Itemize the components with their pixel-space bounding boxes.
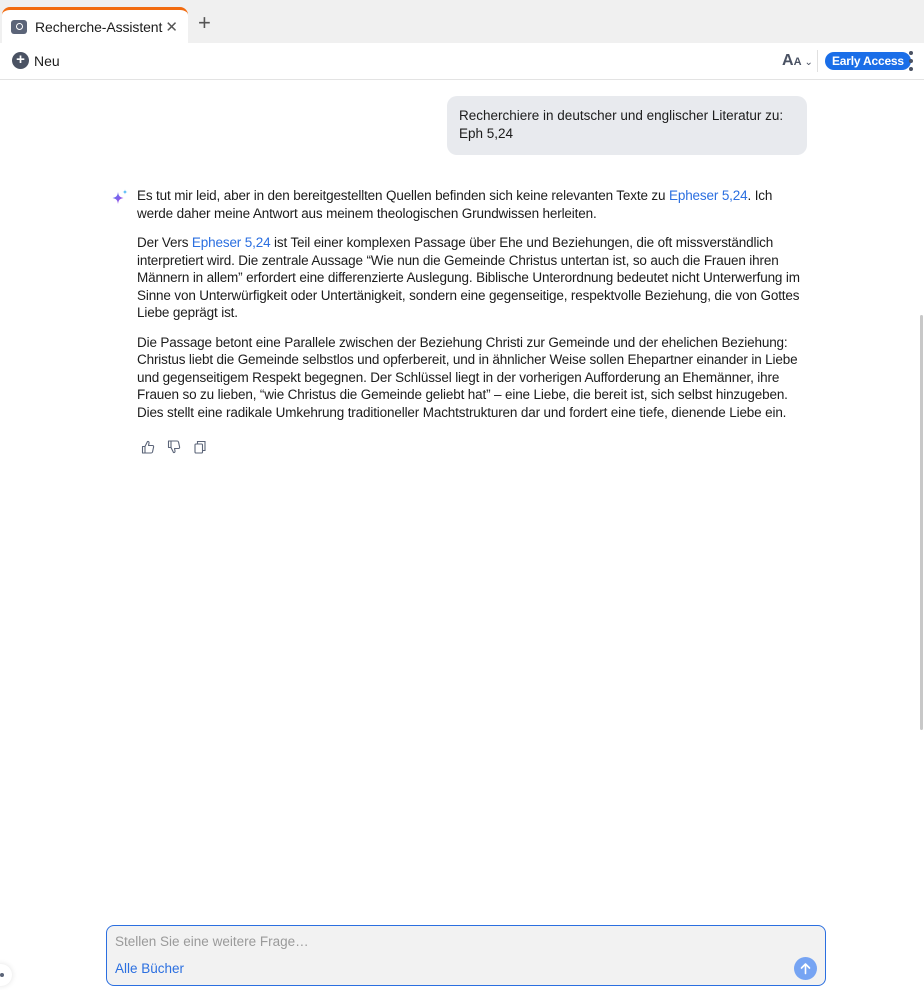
divider (817, 50, 818, 72)
more-options-button[interactable] (908, 51, 914, 71)
new-chat-button[interactable] (12, 52, 60, 69)
user-message-bubble (447, 96, 807, 155)
dot-icon (909, 51, 913, 55)
chevron-down-icon: ⌄ (804, 57, 813, 68)
send-button[interactable] (794, 957, 817, 980)
toolbar (0, 43, 924, 80)
user-message-line: Eph 5,24 (459, 125, 514, 141)
answer-paragraph: Es tut mir leid, aber in den bereitgestellten Quellen befinden sich keine relevanten Texte zu Epheser 5,24. Ich werde daher meine Antwort aus meinem theologischen Grundwissen herleiten. (137, 188, 773, 221)
ai-sparkle-icon (111, 189, 129, 207)
early-access-badge[interactable]: Early Access (825, 52, 911, 70)
book-scope-selector[interactable]: Alle Bücher (115, 961, 185, 976)
user-message-line: Recherchiere in deutscher und englischer Literatur zu: (459, 108, 784, 123)
bible-reference-link[interactable]: Epheser 5,24 (191, 235, 271, 250)
add-tab-button[interactable]: + (198, 10, 211, 35)
answer-actions (141, 439, 207, 455)
answer-paragraph: Die Passage betont eine Parallele zwischen der Beziehung Christi zur Gemeinde und der ehelichen Beziehung: Christus liebt die Gemeinde selbstlos und opferbereit, und in ähnlicher Weise sollen Ehepartner einander in Liebe und gegenseitigem Respekt begegnen. Der Schlüssel liegt in der vorherigen Aufforderung an Ehemänner, ihre Frauen so zu lieben, “wie Christus die Gemeinde geliebt hat” – eine Liebe, die bereit ist, sich selbst hinzugeben. Dies stellt eine radikale Umkehrung traditioneller Machtstrukturen dar und fordert eine tiefe, dienende Liebe ein. (137, 334, 798, 420)
scrollbar[interactable] (920, 315, 923, 730)
tab-bar (0, 0, 924, 43)
tab-recherche-assistent[interactable] (2, 7, 188, 43)
bible-reference-link[interactable]: Epheser 5,24 (668, 188, 748, 203)
thumbs-down-icon[interactable] (167, 439, 181, 455)
plus-circle-icon: + (12, 52, 29, 69)
search-book-icon (11, 20, 27, 34)
assistant-answer (137, 187, 809, 433)
dot-icon (909, 67, 913, 71)
arrow-up-icon (799, 962, 812, 975)
font-size-button[interactable]: A A ⌄ (782, 52, 813, 69)
close-icon[interactable]: ✕ (165, 19, 178, 36)
thumbs-up-icon[interactable] (141, 439, 155, 455)
sidebar-toggle-handle[interactable] (0, 964, 12, 986)
tab-label: Recherche-Assistent (35, 18, 163, 35)
answer-paragraph: Der Vers Epheser 5,24 ist Teil einer komplexen Passage über Ehe und Beziehungen, die oft missverständlich interpretiert wird. Die zentrale Aussage “Wie nun die Gemeinde Christus untertan ist, so auch die Frauen ihren Männern in allem” erfordert eine differenzierte Auslegung. Biblische Unterordnung bedeutet nicht Unterwerfung im Sinne von Unterwürfigkeit oder Untertänigkeit, sondern eine gegenseitige, respektvolle Beziehung, die von Gottes Liebe geprägt ist. (137, 235, 800, 320)
new-label: Neu (34, 52, 60, 69)
dot-icon (909, 59, 913, 63)
font-size-icon: A (782, 52, 794, 69)
question-input[interactable] (115, 934, 715, 949)
question-input-box (106, 925, 826, 986)
copy-icon[interactable] (193, 439, 207, 455)
